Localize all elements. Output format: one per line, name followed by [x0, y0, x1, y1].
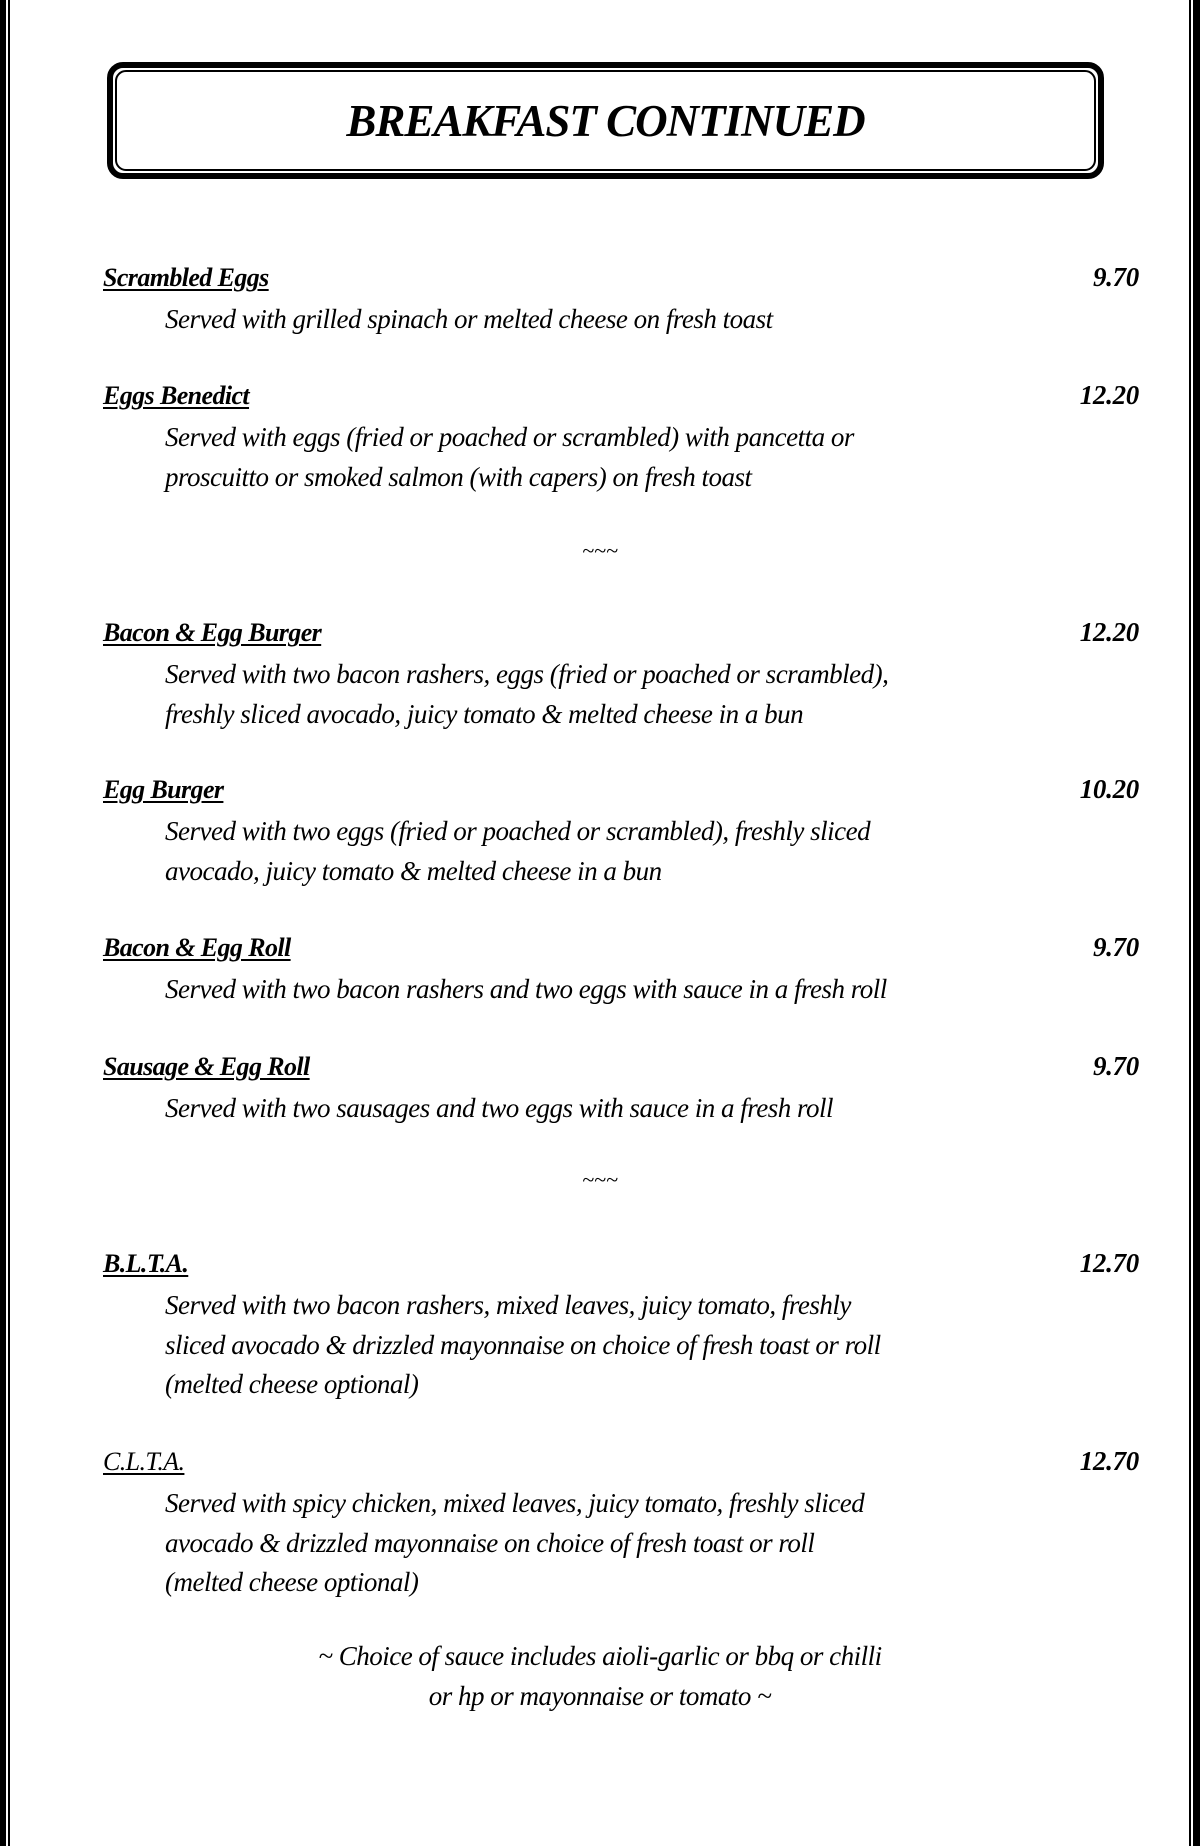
item-name: Bacon & Egg Roll [103, 933, 291, 962]
page-border-right-outer [1193, 0, 1200, 1846]
item-description [165, 1484, 1139, 1603]
item-description [165, 655, 1139, 734]
menu-item-sausage-egg-roll [103, 1051, 1139, 1129]
page-title-frame [107, 62, 1104, 179]
page-border-left-outer [0, 0, 6, 1846]
item-description-line: Served with two bacon rashers and two eggs with sauce in a fresh roll [165, 974, 887, 1004]
item-name: Bacon & Egg Burger [103, 618, 322, 647]
menu-item-eggs-benedict [103, 380, 1139, 497]
item-price: 10.20 [1079, 774, 1139, 804]
item-description [165, 418, 1139, 497]
sauce-choice-note [0, 1636, 1200, 1716]
menu-item-bacon-egg-roll [103, 932, 1139, 1010]
item-name: Eggs Benedict [103, 381, 250, 410]
menu-item-egg-burger [103, 774, 1139, 891]
item-description-line: Served with two sausages and two eggs with sauce in a fresh roll [165, 1093, 833, 1123]
item-description-line: proscuitto or smoked salmon (with capers) on fresh toast [165, 461, 752, 492]
item-price: 9.70 [1092, 1051, 1139, 1081]
section-divider: ~~~ [582, 1167, 618, 1192]
menu-item-bacon-egg-burger [103, 617, 1139, 734]
item-description [165, 1089, 1139, 1129]
item-description-line: Served with two eggs (fried or poached or scrambled), freshly sliced [165, 816, 871, 846]
item-description-line: avocado, juicy tomato & melted cheese in a bun [165, 855, 662, 886]
page-border-left-inner [8, 0, 10, 1846]
item-price: 9.70 [1092, 262, 1139, 292]
item-name: C.L.T.A. [103, 1447, 185, 1476]
item-price: 9.70 [1092, 932, 1139, 962]
item-name: B.L.T.A. [103, 1249, 189, 1278]
item-description-line: Served with two bacon rashers, mixed leaves, juicy tomato, freshly [165, 1290, 851, 1320]
item-description-line: Served with spicy chicken, mixed leaves, juicy tomato, freshly sliced [165, 1488, 865, 1518]
sauce-note-line: ~ Choice of sauce includes aioli-garlic or bbq or chilli [318, 1641, 882, 1671]
item-name: Sausage & Egg Roll [103, 1052, 310, 1081]
item-name: Egg Burger [103, 775, 224, 804]
menu-item-clta [103, 1446, 1139, 1603]
item-description [165, 300, 1139, 340]
item-description [165, 1286, 1139, 1405]
item-price: 12.20 [1079, 617, 1139, 647]
page-title: BREAKFAST CONTINUED [346, 96, 865, 146]
item-price: 12.70 [1079, 1446, 1139, 1476]
item-name: Scrambled Eggs [103, 263, 269, 292]
item-description-line: avocado & drizzled mayonnaise on choice of fresh toast or roll [165, 1527, 815, 1558]
item-description-line: (melted cheese optional) [165, 1567, 419, 1597]
section-divider: ~~~ [582, 538, 618, 563]
page-border-right-inner [1189, 0, 1191, 1846]
item-description [165, 812, 1139, 891]
item-description-line: Served with eggs (fried or poached or scrambled) with pancetta or [165, 422, 854, 452]
item-price: 12.70 [1079, 1248, 1139, 1278]
item-description-line: Served with grilled spinach or melted cheese on fresh toast [165, 304, 773, 334]
item-description-line: (melted cheese optional) [165, 1369, 419, 1399]
item-description-line: freshly sliced avocado, juicy tomato & melted cheese in a bun [165, 698, 804, 729]
item-price: 12.20 [1079, 380, 1139, 410]
menu-item-blta [103, 1248, 1139, 1405]
item-description [165, 970, 1139, 1010]
item-description-line: sliced avocado & drizzled mayonnaise on choice of fresh toast or roll [165, 1329, 881, 1360]
sauce-note-line: or hp or mayonnaise or tomato ~ [428, 1681, 772, 1711]
item-description-line: Served with two bacon rashers, eggs (fried or poached or scrambled), [165, 659, 889, 689]
page-title-frame-inner [115, 70, 1096, 171]
menu-item-scrambled-eggs [103, 262, 1139, 340]
